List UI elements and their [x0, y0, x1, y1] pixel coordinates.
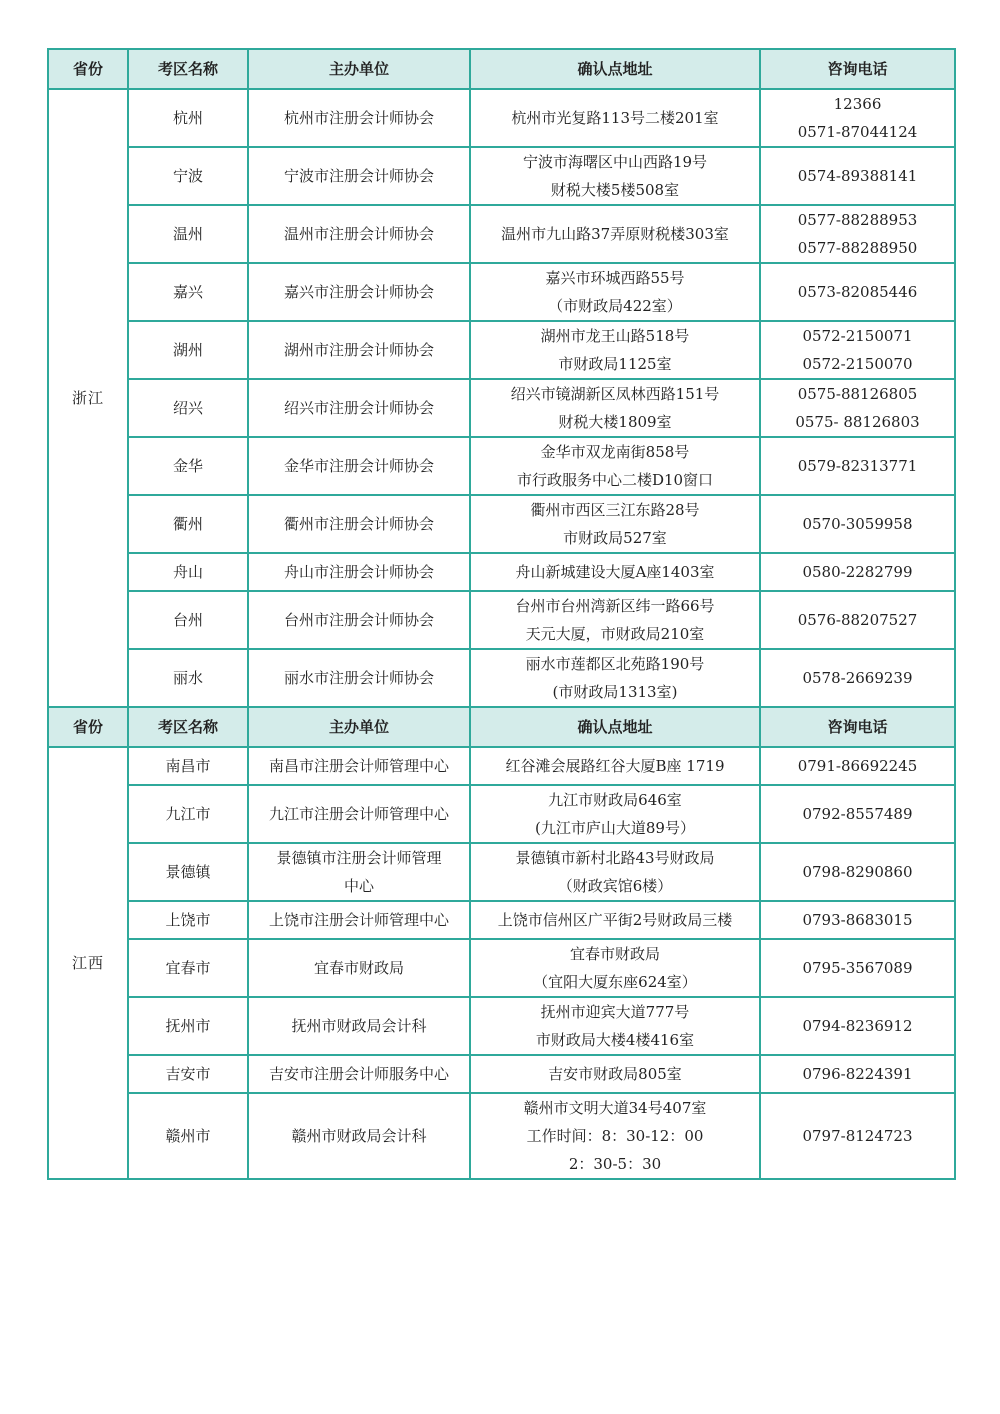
address-cell: [470, 379, 760, 437]
area-cell: 丽水: [128, 649, 248, 707]
phone-cell: [760, 89, 955, 147]
table-row: [48, 437, 955, 495]
text-line: 0796-8224391: [802, 1065, 913, 1083]
exam-site-table: [47, 48, 956, 1180]
area-cell: 赣州市: [128, 1093, 248, 1179]
area-cell: 台州: [128, 591, 248, 649]
text-line: (九江市庐山大道89号）: [535, 819, 695, 837]
text-line: 九江市财政局646室: [548, 791, 682, 809]
text-line: 财税大楼1809室: [558, 413, 672, 431]
table-row: [48, 205, 955, 263]
organizer-cell: [248, 997, 470, 1055]
text-line: 0792-8557489: [802, 805, 913, 823]
header-row-jiangxi: [48, 707, 955, 747]
phone-cell: [760, 205, 955, 263]
address-cell: [470, 997, 760, 1055]
organizer-cell: 杭州市注册会计师协会: [248, 89, 470, 147]
organizer-cell: [248, 785, 470, 843]
area-cell: 南昌市: [128, 747, 248, 785]
text-line: 九江市注册会计师管理中心: [268, 805, 449, 823]
header-province: 省份: [48, 49, 128, 89]
address-cell: [470, 939, 760, 997]
text-line: 2：30-5：30: [568, 1155, 662, 1173]
header-organizer: 主办单位: [248, 707, 470, 747]
header-area: 考区名称: [128, 707, 248, 747]
address-cell: [470, 591, 760, 649]
text-line: 丽水市莲都区北苑路190号: [525, 655, 705, 673]
area-cell: 金华: [128, 437, 248, 495]
header-address: 确认点地址: [470, 49, 760, 89]
table-row: [48, 785, 955, 843]
text-line: 上饶市注册会计师管理中心: [268, 911, 449, 929]
text-line: (市财政局1313室): [552, 683, 678, 701]
text-line: 0791-86692245: [797, 757, 918, 775]
table-row: [48, 843, 955, 901]
text-line: 天元大厦，市财政局210室: [525, 625, 705, 643]
organizer-cell: [248, 939, 470, 997]
text-line: 0579-82313771: [797, 457, 918, 475]
table-row: [48, 379, 955, 437]
text-line: 市财政局527室: [563, 529, 667, 547]
text-line: 宜春市财政局: [313, 959, 404, 977]
text-line: 吉安市财政局805室: [548, 1065, 682, 1083]
phone-cell: [760, 997, 955, 1055]
text-line: 台州市台州湾新区纬一路66号: [515, 597, 715, 615]
phone-cell: [760, 649, 955, 707]
phone-cell: [760, 1093, 955, 1179]
organizer-cell: 金华市注册会计师协会: [248, 437, 470, 495]
text-line: 0798-8290860: [802, 863, 913, 881]
header-phone: 咨询电话: [760, 49, 955, 89]
address-cell: [470, 147, 760, 205]
province-cell: 浙江: [48, 89, 128, 707]
area-cell: 温州: [128, 205, 248, 263]
organizer-cell: [248, 1093, 470, 1179]
header-row-zhejiang: [48, 49, 955, 89]
organizer-cell: [248, 747, 470, 785]
address-cell: [470, 205, 760, 263]
text-line: 红谷滩会展路红谷大厦B座 1719: [505, 757, 725, 775]
header-phone: 咨询电话: [760, 707, 955, 747]
text-line: 湖州市龙王山路518号: [540, 327, 690, 345]
text-line: 杭州市光复路113号二楼201室: [511, 109, 719, 127]
organizer-cell: [248, 901, 470, 939]
phone-cell: [760, 901, 955, 939]
text-line: 舟山新城建设大厦A座1403室: [515, 563, 715, 581]
area-cell: 衢州: [128, 495, 248, 553]
text-line: 上饶市信州区广平街2号财政局三楼: [497, 911, 733, 929]
area-cell: 舟山: [128, 553, 248, 591]
address-cell: [470, 901, 760, 939]
address-cell: [470, 89, 760, 147]
text-line: （市财政局422室）: [548, 297, 682, 315]
text-line: 宁波市海曙区中山西路19号: [522, 153, 708, 171]
organizer-cell: [248, 843, 470, 901]
organizer-cell: 湖州市注册会计师协会: [248, 321, 470, 379]
table-row: [48, 147, 955, 205]
phone-cell: [760, 147, 955, 205]
text-line: （财政宾馆6楼）: [557, 877, 673, 895]
text-line: 中心: [343, 877, 374, 895]
phone-cell: [760, 785, 955, 843]
area-cell: 抚州市: [128, 997, 248, 1055]
table-row: [48, 553, 955, 591]
text-line: 景德镇市新村北路43号财政局: [515, 849, 715, 867]
area-cell: 九江市: [128, 785, 248, 843]
header-province: 省份: [48, 707, 128, 747]
address-cell: [470, 785, 760, 843]
text-line: 绍兴市镜湖新区凤林西路151号: [510, 385, 720, 403]
area-cell: 宁波: [128, 147, 248, 205]
organizer-cell: 丽水市注册会计师协会: [248, 649, 470, 707]
text-line: 财税大楼5楼508室: [550, 181, 680, 199]
table-row: [48, 495, 955, 553]
text-line: 0576-88207527: [797, 611, 918, 629]
text-line: 0577-88288953: [797, 211, 918, 229]
text-line: 温州市九山路37弄原财税楼303室: [501, 225, 729, 243]
text-line: 0571-87044124: [797, 123, 918, 141]
text-line: 12366: [833, 95, 882, 113]
table-row: [48, 591, 955, 649]
address-cell: [470, 263, 760, 321]
text-line: 0793-8683015: [802, 911, 913, 929]
address-cell: [470, 1055, 760, 1093]
table-row: [48, 649, 955, 707]
phone-cell: [760, 379, 955, 437]
organizer-cell: 台州市注册会计师协会: [248, 591, 470, 649]
text-line: 0578-2669239: [802, 669, 913, 687]
area-cell: 绍兴: [128, 379, 248, 437]
organizer-cell: 衢州市注册会计师协会: [248, 495, 470, 553]
table-row: [48, 263, 955, 321]
text-line: 0794-8236912: [802, 1017, 913, 1035]
address-cell: [470, 321, 760, 379]
phone-cell: [760, 553, 955, 591]
text-line: 0572-2150070: [802, 355, 913, 373]
phone-cell: [760, 1055, 955, 1093]
phone-cell: [760, 437, 955, 495]
area-cell: 吉安市: [128, 1055, 248, 1093]
area-cell: 湖州: [128, 321, 248, 379]
phone-cell: [760, 321, 955, 379]
header-area: 考区名称: [128, 49, 248, 89]
organizer-cell: 绍兴市注册会计师协会: [248, 379, 470, 437]
phone-cell: [760, 263, 955, 321]
table-row: [48, 89, 955, 147]
organizer-cell: 嘉兴市注册会计师协会: [248, 263, 470, 321]
text-line: 0795-3567089: [802, 959, 913, 977]
text-line: 市行政服务中心二楼D10窗口: [516, 471, 714, 489]
text-line: （宜阳大厦东座624室）: [533, 973, 697, 991]
text-line: 嘉兴市环城西路55号: [545, 269, 685, 287]
phone-cell: [760, 843, 955, 901]
text-line: 金华市双龙南街858号: [540, 443, 690, 461]
header-organizer: 主办单位: [248, 49, 470, 89]
header-address: 确认点地址: [470, 707, 760, 747]
area-cell: 杭州: [128, 89, 248, 147]
address-cell: [470, 553, 760, 591]
text-line: 赣州市文明大道34号407室: [523, 1099, 707, 1117]
area-cell: 景德镇: [128, 843, 248, 901]
phone-cell: [760, 747, 955, 785]
table-row: [48, 997, 955, 1055]
text-line: 0797-8124723: [802, 1127, 913, 1145]
area-cell: 上饶市: [128, 901, 248, 939]
text-line: 0574-89388141: [797, 167, 918, 185]
text-line: 南昌市注册会计师管理中心: [268, 757, 449, 775]
organizer-cell: [248, 1055, 470, 1093]
text-line: 宜春市财政局: [569, 945, 660, 963]
text-line: 0575-88126805: [797, 385, 918, 403]
address-cell: [470, 495, 760, 553]
organizer-cell: 舟山市注册会计师协会: [248, 553, 470, 591]
text-line: 0570-3059958: [802, 515, 913, 533]
address-cell: [470, 437, 760, 495]
organizer-cell: 温州市注册会计师协会: [248, 205, 470, 263]
text-line: 抚州市财政局会计科: [291, 1017, 427, 1035]
text-line: 赣州市财政局会计科: [291, 1127, 427, 1145]
text-line: 市财政局1125室: [558, 355, 672, 373]
table-row: [48, 901, 955, 939]
table-row: [48, 747, 955, 785]
text-line: 工作时间：8：30-12：00: [526, 1127, 704, 1145]
area-cell: 嘉兴: [128, 263, 248, 321]
table-row: [48, 1055, 955, 1093]
table-row: [48, 1093, 955, 1179]
text-line: 市财政局大楼4楼416室: [535, 1031, 695, 1049]
text-line: 景德镇市注册会计师管理: [276, 849, 442, 867]
text-line: 0575- 88126803: [795, 413, 920, 431]
text-line: 衢州市西区三江东路28号: [530, 501, 700, 519]
address-cell: [470, 649, 760, 707]
text-line: 抚州市迎宾大道777号: [540, 1003, 690, 1021]
address-cell: [470, 747, 760, 785]
phone-cell: [760, 939, 955, 997]
phone-cell: [760, 495, 955, 553]
organizer-cell: 宁波市注册会计师协会: [248, 147, 470, 205]
text-line: 0577-88288950: [797, 239, 918, 257]
province-cell: 江西: [48, 747, 128, 1179]
text-line: 0580-2282799: [802, 563, 913, 581]
address-cell: [470, 843, 760, 901]
text-line: 0573-82085446: [797, 283, 918, 301]
phone-cell: [760, 591, 955, 649]
address-cell: [470, 1093, 760, 1179]
text-line: 0572-2150071: [802, 327, 913, 345]
table-row: [48, 321, 955, 379]
text-line: 吉安市注册会计师服务中心: [268, 1065, 449, 1083]
table-row: [48, 939, 955, 997]
area-cell: 宜春市: [128, 939, 248, 997]
